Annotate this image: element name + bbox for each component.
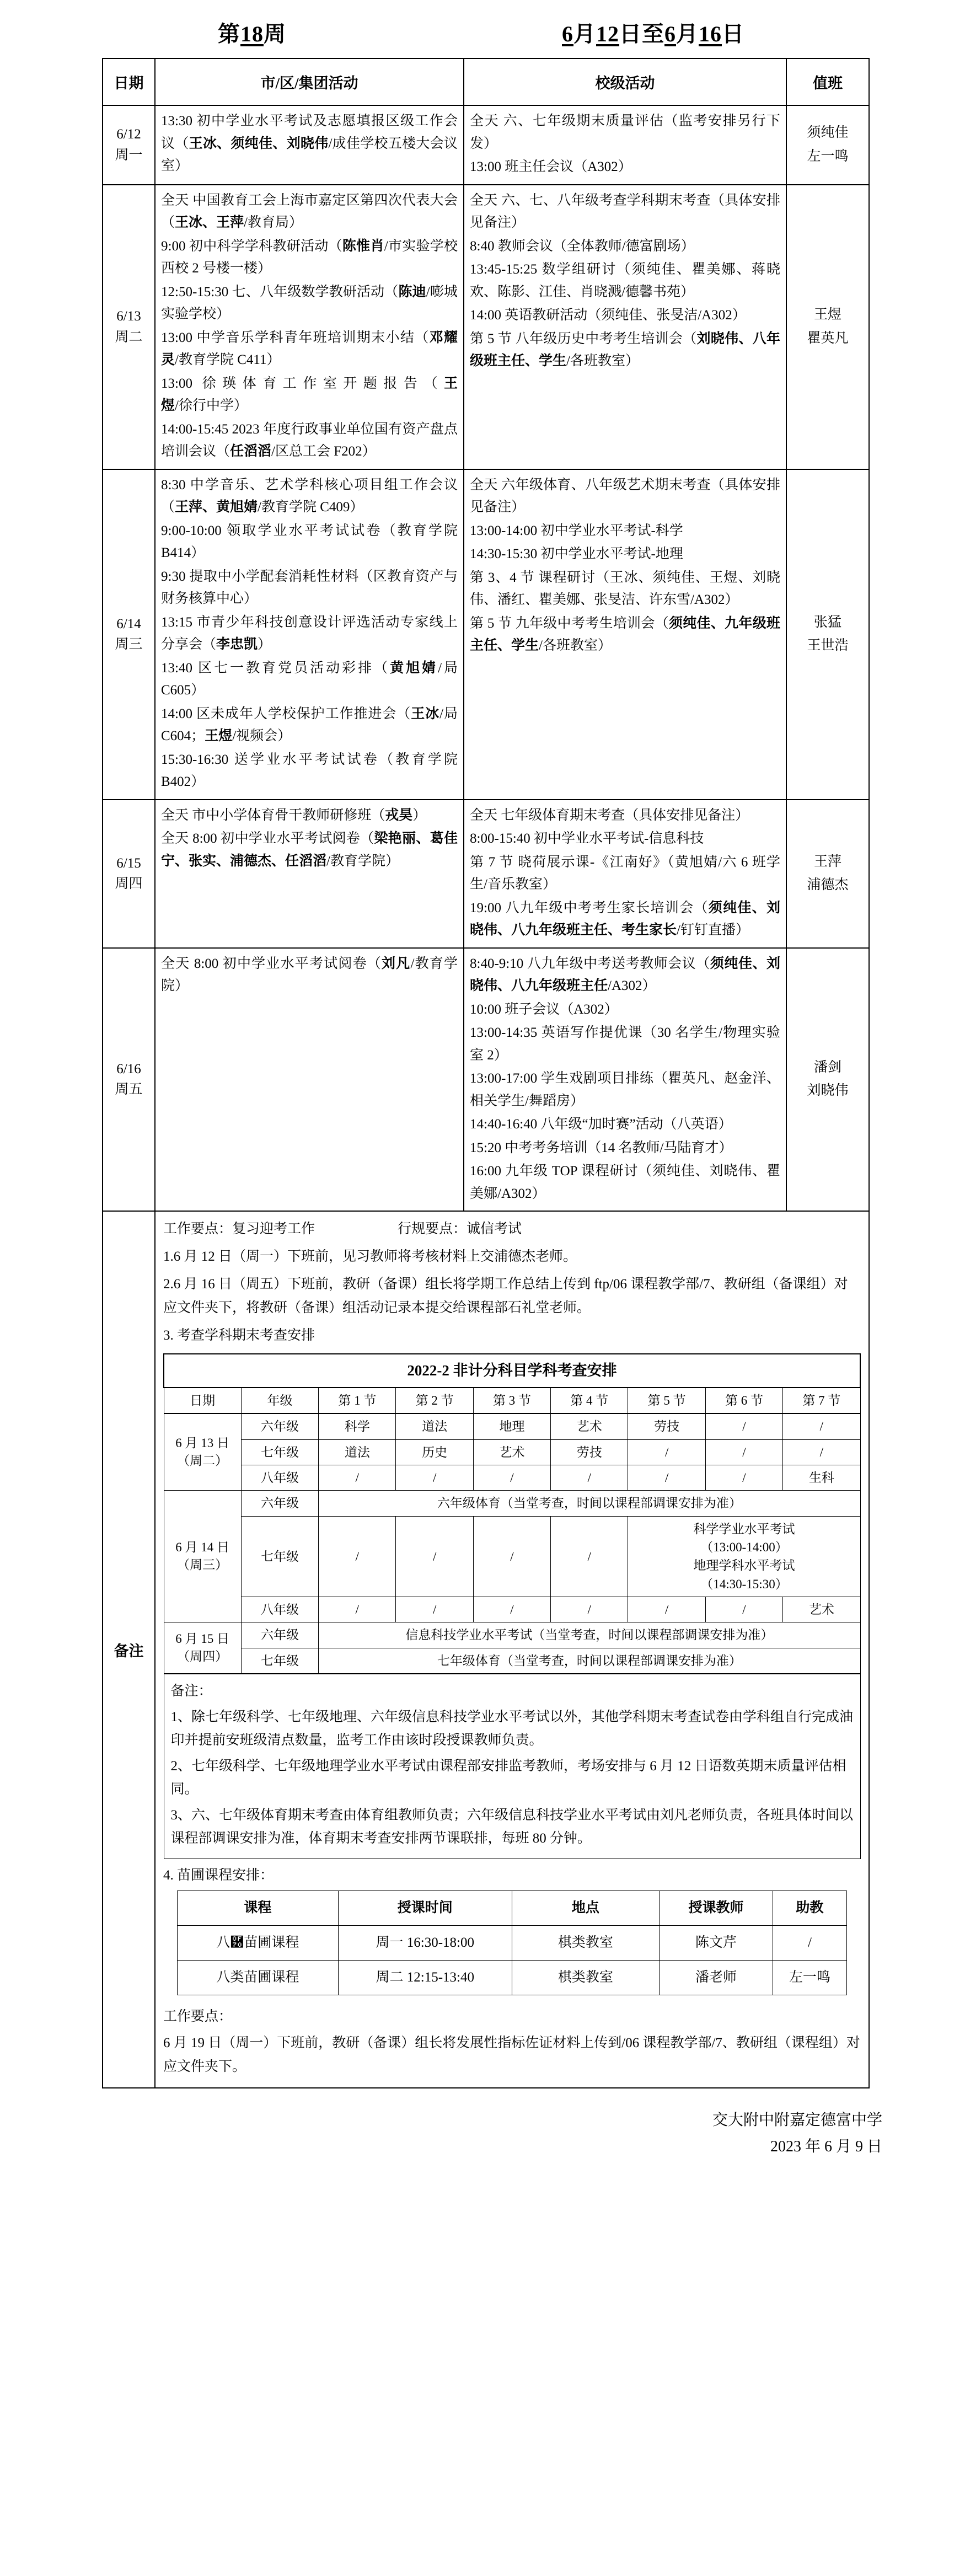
col-header-school-activities: 校级活动 xyxy=(464,58,786,105)
exam-data-row xyxy=(164,1648,860,1674)
exam-subject-cell: / xyxy=(473,1465,550,1490)
duty-person: 张猛 xyxy=(813,614,841,630)
remark-item-3: 3. 考查学科期末考查安排 xyxy=(163,1328,315,1343)
exam-date-cell xyxy=(164,1413,241,1491)
course-col-teacher: 授课教师 xyxy=(659,1891,773,1926)
city-activities-cell xyxy=(155,469,464,800)
exam-subject-cell: / xyxy=(551,1597,628,1622)
remark-item-1: 1.6 月 12 日（周一）下班前，见习教师将考核材料上交浦德杰老师。 xyxy=(163,1249,577,1264)
work-point-text: 工作要点：复习迎考工作 xyxy=(163,1222,315,1236)
exam-subject-cell: / xyxy=(319,1516,396,1597)
exam-subject-cell: / xyxy=(319,1465,396,1490)
schedule-date-cell xyxy=(103,185,155,469)
exam-subject-cell: / xyxy=(551,1465,628,1490)
nursery-course-table xyxy=(177,1891,846,1995)
exam-data-row xyxy=(164,1491,860,1516)
date-range-title: 6月12日至6月16日 xyxy=(562,22,744,46)
exam-col-header-8: 第 7 节 xyxy=(783,1388,860,1413)
schedule-date-cell xyxy=(103,800,155,948)
exam-arrangement-table xyxy=(163,1353,861,1859)
date-range-day-start: 12 xyxy=(596,22,619,46)
exam-grade-cell: 八年级 xyxy=(241,1465,318,1490)
col-header-date: 日期 xyxy=(103,58,155,105)
exam-title-text: 2022-2 非计分科目学科考查安排 xyxy=(164,1354,860,1388)
exam-subject-cell: 艺术 xyxy=(473,1439,550,1465)
school-activities-cell xyxy=(464,469,786,800)
duty-cell xyxy=(786,469,869,800)
activity-item: 9:00-10:00 领取学业水平考试试卷（教育学院 B414） xyxy=(161,523,458,560)
exam-grade-cell: 七年级 xyxy=(241,1516,318,1597)
exam-table-body xyxy=(164,1354,860,1859)
duty-person: 潘剑 xyxy=(813,1059,841,1075)
activity-item: 13:00 班主任会议（A302） xyxy=(470,159,632,174)
activity-item: 全天 六年级体育、八年级艺术期末考查（具体安排见备注） xyxy=(470,477,780,515)
activity-item: 8:40 教师会议（全体教师/德富剧场） xyxy=(470,238,695,254)
course-col-place: 地点 xyxy=(512,1891,659,1926)
duty-person: 刘晓伟 xyxy=(807,1083,849,1099)
exam-date: 6 月 13 日 xyxy=(175,1436,230,1450)
activity-item: 13:00-14:35 英语写作提优课（30 名学生/物理实验室 2） xyxy=(470,1025,780,1063)
course-place-cell: 棋类教室 xyxy=(512,1926,659,1961)
activity-item: 13:30 初中学业水平考试及志愿填报区级工作会议（王冰、须纯佳、刘晓伟/成佳学校五楼大会议室） xyxy=(161,114,458,173)
activity-item: 15:20 中考考务培训（14 名教师/马陆育才） xyxy=(470,1140,733,1155)
course-teacher-cell: 潘老师 xyxy=(659,1960,773,1995)
exam-grade-cell: 六年级 xyxy=(241,1622,318,1648)
exam-merged-exam-cell xyxy=(628,1516,860,1597)
course-header-row xyxy=(178,1891,846,1926)
exam-date-cell xyxy=(164,1491,241,1622)
exam-subject-cell: 历史 xyxy=(396,1439,473,1465)
exam-col-header-4: 第 3 节 xyxy=(473,1388,550,1413)
week-suffix: 周 xyxy=(264,22,286,46)
activity-item: 13:00-17:00 学生戏剧项目排练（瞿英凡、赵金洋、相关学生/舞蹈房） xyxy=(470,1071,780,1108)
duty-person: 王煜 xyxy=(813,307,841,322)
activity-item: 13:45-15:25 数学组研讨（须纯佳、瞿美娜、蒋晓欢、陈影、江佳、肖晓溅/德馨书苑） xyxy=(470,262,780,299)
exam-col-header-0: 日期 xyxy=(164,1388,241,1413)
activity-item: 13:15 市青少年科技创意设计评选活动专家线上分享会（李忠凯） xyxy=(161,614,458,652)
exam-data-row xyxy=(164,1465,860,1490)
duty-person: 王世浩 xyxy=(807,638,849,653)
activity-item: 14:00 区未成年人学校保护工作推进会（王冰/局 C604；王煜/视频会） xyxy=(161,706,458,743)
exam-subject-cell: 地理 xyxy=(473,1413,550,1439)
activity-item: 全天 中国教育工会上海市嘉定区第四次代表大会（王冰、王萍/教育局） xyxy=(161,192,458,230)
exam-data-row xyxy=(164,1516,860,1597)
exam-merged-note: 六年级体育（当堂考查，时间以课程部调课安排为准） xyxy=(319,1491,860,1516)
course-table-body xyxy=(178,1926,846,1995)
school-activities-cell xyxy=(464,948,786,1212)
duty-person: 左一鸣 xyxy=(807,148,849,164)
city-activities-cell xyxy=(155,948,464,1212)
exam-subject-cell: / xyxy=(628,1465,705,1490)
activity-item: 第 5 节 九年级中考考生培训会（须纯佳、九年级班主任、学生/各班教室） xyxy=(470,615,780,653)
exam-date: 6 月 15 日 xyxy=(175,1631,230,1646)
week-prefix: 第 xyxy=(218,22,240,46)
schedule-weekday: 周五 xyxy=(115,1082,143,1097)
duty-cell xyxy=(786,185,869,469)
course-row xyxy=(178,1926,846,1961)
activity-item: 14:00-15:45 2023 年度行政事业单位国有资产盘点培训会议（任滔滔/区总工会 F202） xyxy=(161,421,458,459)
schedule-table-body xyxy=(103,105,869,1211)
course-col-name: 课程 xyxy=(178,1891,338,1926)
remarks-section xyxy=(103,1211,869,2088)
col-header-city-activities: 市/区/集团活动 xyxy=(155,58,464,105)
activity-item: 14:30-15:30 初中学业水平考试-地理 xyxy=(470,547,683,561)
schedule-row xyxy=(103,948,869,1212)
course-assistant-cell: / xyxy=(773,1926,847,1961)
course-col-assistant: 助教 xyxy=(773,1891,847,1926)
exam-line: 地理学科水平考试 xyxy=(693,1559,795,1573)
remarks-label: 备注 xyxy=(103,1211,155,2088)
exam-col-header-3: 第 2 节 xyxy=(396,1388,473,1413)
tail-note-title: 工作要点： xyxy=(163,2009,233,2024)
schedule-date: 6/13 xyxy=(116,309,141,324)
exam-line: （13:00-14:00） xyxy=(700,1540,788,1554)
week-number: 18 xyxy=(240,22,264,46)
activity-item: 8:30 中学音乐、艺术学科核心项目组工作会议（王萍、黄旭婧/教育学院 C409） xyxy=(161,477,458,515)
remarks-highlight-row xyxy=(163,1217,861,1241)
activity-item: 10:00 班子会议（A302） xyxy=(470,1002,618,1017)
schedule-weekday: 周一 xyxy=(115,147,143,163)
activity-item: 16:00 九年级 TOP 课程研讨（须纯佳、刘晓伟、瞿美娜/A302） xyxy=(470,1164,780,1201)
exam-subject-cell: / xyxy=(705,1439,782,1465)
rule-point-text: 行规要点：诚信考试 xyxy=(398,1222,522,1236)
date-range-month-start: 6 xyxy=(562,22,573,46)
document-title-row xyxy=(0,0,965,58)
schedule-row xyxy=(103,105,869,185)
col-header-duty: 值班 xyxy=(786,58,869,105)
activity-item: 全天 七年级体育期末考查（具体安排见备注） xyxy=(470,807,749,823)
activity-item: 15:30-16:30 送学业水平考试试卷（教育学院 B402） xyxy=(161,752,458,789)
duty-cell xyxy=(786,800,869,948)
exam-grade-cell: 六年级 xyxy=(241,1413,318,1439)
exam-notes-cell xyxy=(164,1674,860,1859)
course-name-cell: 八཰苗圃课程 xyxy=(178,1926,338,1961)
activity-item: 13:00-14:00 初中学业水平考试-科学 xyxy=(470,523,683,538)
course-row xyxy=(178,1960,846,1995)
exam-subject-cell: 道法 xyxy=(396,1413,473,1439)
exam-subject-cell: / xyxy=(628,1597,705,1622)
remark-item-2: 2.6 月 16 日（周五）下班前，教研（备课）组长将学期工作总结上传到 ftp/06 课程教学部/7、教研组（备课组）对应文件夹下，将教研（备课）组活动记录本提交给课程部石礼堂老师。 xyxy=(163,1276,848,1316)
schedule-weekday: 周三 xyxy=(115,637,143,652)
city-activities-cell xyxy=(155,185,464,469)
course-table-head xyxy=(178,1891,846,1926)
exam-grade-cell: 六年级 xyxy=(241,1491,318,1516)
schedule-date: 6/15 xyxy=(116,855,141,871)
schedule-table-head xyxy=(103,58,869,105)
exam-subject-cell: / xyxy=(473,1597,550,1622)
exam-line: （14:30-15:30） xyxy=(700,1577,788,1591)
exam-note-item: 2、七年级科学、七年级地理学业水平考试由课程部安排监考教师，考场安排与 6 月 12 日语数英期末质量评估相同。 xyxy=(170,1758,846,1797)
exam-subject-cell: / xyxy=(396,1465,473,1490)
document-footer xyxy=(0,2107,882,2160)
footer-date: 2023 年 6 月 9 日 xyxy=(770,2138,882,2155)
exam-col-header-6: 第 5 节 xyxy=(628,1388,705,1413)
exam-weekday: （周三） xyxy=(177,1558,228,1572)
activity-item: 9:30 提取中小学配套消耗性材料（区教育资产与财务核算中心） xyxy=(161,569,458,606)
exam-subject-cell: / xyxy=(396,1597,473,1622)
exam-notes-label: 备注： xyxy=(170,1684,212,1699)
schedule-weekday: 周四 xyxy=(115,876,143,891)
exam-subject-cell: 艺术 xyxy=(783,1597,860,1622)
exam-subject-cell: / xyxy=(783,1439,860,1465)
schedule-header-row xyxy=(103,58,869,105)
duty-person: 王萍 xyxy=(813,854,841,869)
activity-item: 9:00 初中科学学科教研活动（陈惟肖/市实验学校西校 2 号楼一楼） xyxy=(161,238,458,276)
exam-weekday: （周二） xyxy=(177,1454,228,1468)
tail-note-text: 6 月 19 日（周一）下班前，教研（备课）组长将发展性指标佐证材料上传到/06 课程教学部/7、教研组（课程组）对应文件夹下。 xyxy=(163,2036,860,2074)
exam-subject-cell: / xyxy=(396,1516,473,1597)
school-activities-cell xyxy=(464,800,786,948)
exam-date-cell xyxy=(164,1622,241,1674)
exam-grade-cell: 八年级 xyxy=(241,1597,318,1622)
activity-item: 全天 市中小学体育骨干教师研修班（戎昊） xyxy=(161,807,427,823)
activity-item: 第 3、4 节 课程研讨（王冰、须纯佳、王煜、刘晓伟、潘红、瞿美娜、张旻洁、许东雪/A302） xyxy=(470,570,780,607)
schedule-row xyxy=(103,185,869,469)
exam-subject-cell: 劳技 xyxy=(628,1413,705,1439)
activity-item: 12:50-15:30 七、八年级数学教研活动（陈迪/嘭城实验学校） xyxy=(161,284,458,322)
activity-item: 全天 8:00 初中学业水平考试阅卷（梁艳丽、葛佳宁、张实、浦德杰、任滔滔/教育学院） xyxy=(161,831,458,869)
exam-subject-cell: / xyxy=(783,1413,860,1439)
activity-item: 8:40-9:10 八九年级中考送考教师会议（须纯佳、刘晓伟、八九年级班主任/A302） xyxy=(470,956,780,993)
schedule-date-cell xyxy=(103,469,155,800)
exam-notes-row xyxy=(164,1674,860,1859)
course-assistant-cell: 左一鸣 xyxy=(773,1960,847,1995)
activity-item: 13:40 区七一教育党员活动彩排（黄旭婧/局 C605） xyxy=(161,660,458,698)
course-teacher-cell: 陈文芹 xyxy=(659,1926,773,1961)
exam-col-header-5: 第 4 节 xyxy=(551,1388,628,1413)
exam-data-row xyxy=(164,1413,860,1439)
exam-data-row xyxy=(164,1622,860,1648)
exam-col-header-2: 第 1 节 xyxy=(319,1388,396,1413)
school-activities-cell xyxy=(464,185,786,469)
exam-grade-cell: 七年级 xyxy=(241,1648,318,1674)
exam-header-row xyxy=(164,1388,860,1413)
exam-merged-note: 信息科技学业水平考试（当堂考查，时间以课程部调课安排为准） xyxy=(319,1622,860,1648)
activity-item: 第 7 节 晓荷展示课-《江南好》（黄旭婧/六 6 班学生/音乐教室） xyxy=(470,854,780,892)
activity-item: 13:00 徐瑛体育工作室开题报告（王煜/徐行中学） xyxy=(161,376,458,413)
course-time-cell: 周一 16:30-18:00 xyxy=(338,1926,512,1961)
exam-line: 科学学业水平考试 xyxy=(693,1522,795,1536)
exam-note-item: 3、六、七年级体育期末考查由体育组教师负责；六年级信息科技学业水平考试由刘凡老师负责，各班具体时间以课程部调课安排为准，体育期末考查安排两节课联排，每班 80 分钟。 xyxy=(170,1807,854,1846)
duty-person: 浦德杰 xyxy=(807,877,849,892)
exam-subject-cell: 劳技 xyxy=(551,1439,628,1465)
activity-item: 第 5 节 八年级历史中考考生培训会（刘晓伟、八年级班主任、学生/各班教室） xyxy=(470,331,780,368)
exam-title-row xyxy=(164,1354,860,1388)
exam-note-item: 1、除七年级科学、七年级地理、六年级信息科技学业水平考试以外，其他学科期末考查试卷由学科组自行完成油印并提前安班级清点数量，监考工作由该时段授课教师负责。 xyxy=(170,1709,854,1748)
exam-col-header-1: 年级 xyxy=(241,1388,318,1413)
activity-item: 19:00 八九年级中考考生家长培训会（须纯佳、刘晓伟、八九年级班主任、考生家长/钉钉直播） xyxy=(470,900,780,938)
exam-merged-note: 七年级体育（当堂考查，时间以课程部调课安排为准） xyxy=(319,1648,860,1674)
course-place-cell: 棋类教室 xyxy=(512,1960,659,1995)
exam-subject-cell: 艺术 xyxy=(551,1413,628,1439)
activity-item: 全天 六、七、八年级考查学科期末考查（具体安排见备注） xyxy=(470,192,780,230)
duty-person: 须纯佳 xyxy=(807,125,849,141)
exam-subject-cell: 道法 xyxy=(319,1439,396,1465)
schedule-row xyxy=(103,469,869,800)
activity-item: 全天 8:00 初中学业水平考试阅卷（刘凡/教育学院） xyxy=(161,956,458,993)
duty-cell xyxy=(786,105,869,185)
exam-subject-cell: 科学 xyxy=(319,1413,396,1439)
exam-subject-cell: / xyxy=(473,1516,550,1597)
schedule-date: 6/12 xyxy=(116,127,141,142)
exam-subject-cell: / xyxy=(705,1413,782,1439)
tail-work-note xyxy=(163,2005,861,2079)
footer-school-name: 交大附中附嘉定德富中学 xyxy=(712,2112,882,2129)
school-activities-cell xyxy=(464,105,786,185)
exam-data-row xyxy=(164,1439,860,1465)
remarks-content xyxy=(155,1211,869,2088)
duty-cell xyxy=(786,948,869,1212)
weekly-schedule-table xyxy=(102,58,870,2088)
activity-item: 13:00 中学音乐学科青年班培训期末小结（邓耀灵/教育学院 C411） xyxy=(161,330,458,367)
activity-item: 14:40-16:40 八年级“加时赛”活动（八英语） xyxy=(470,1117,732,1132)
activity-item: 全天 六、七年级期末质量评估（监考安排另行下发） xyxy=(470,114,780,151)
date-range-month-end: 6 xyxy=(664,22,676,46)
exam-data-row xyxy=(164,1597,860,1622)
course-col-time: 授课时间 xyxy=(338,1891,512,1926)
activity-item: 8:00-15:40 初中学业水平考试-信息科技 xyxy=(470,831,704,846)
city-activities-cell xyxy=(155,105,464,185)
schedule-date-cell xyxy=(103,948,155,1212)
week-title xyxy=(218,17,286,48)
exam-grade-cell: 七年级 xyxy=(241,1439,318,1465)
date-range-day-end: 16 xyxy=(699,22,722,46)
exam-subject-cell: / xyxy=(705,1597,782,1622)
schedule-date-cell xyxy=(103,105,155,185)
exam-col-header-7: 第 6 节 xyxy=(705,1388,782,1413)
exam-subject-cell: 生科 xyxy=(783,1465,860,1490)
course-time-cell: 周二 12:15-13:40 xyxy=(338,1960,512,1995)
exam-date: 6 月 14 日 xyxy=(175,1540,230,1555)
course-name-cell: 八类苗圃课程 xyxy=(178,1960,338,1995)
duty-person: 瞿英凡 xyxy=(807,330,849,346)
schedule-row xyxy=(103,800,869,948)
exam-subject-cell: / xyxy=(319,1597,396,1622)
city-activities-cell xyxy=(155,800,464,948)
schedule-date: 6/16 xyxy=(116,1061,141,1077)
exam-subject-cell: / xyxy=(705,1465,782,1490)
remarks-row xyxy=(103,1211,869,2088)
activity-item: 14:00 英语教研活动（须纯佳、张旻洁/A302） xyxy=(470,308,746,323)
schedule-weekday: 周二 xyxy=(115,329,143,345)
exam-subject-cell: / xyxy=(628,1439,705,1465)
exam-weekday: （周四） xyxy=(177,1650,228,1664)
schedule-date: 6/14 xyxy=(116,616,141,631)
remark-item-4: 4. 苗圃课程安排： xyxy=(163,1867,274,1883)
exam-subject-cell: / xyxy=(551,1516,628,1597)
